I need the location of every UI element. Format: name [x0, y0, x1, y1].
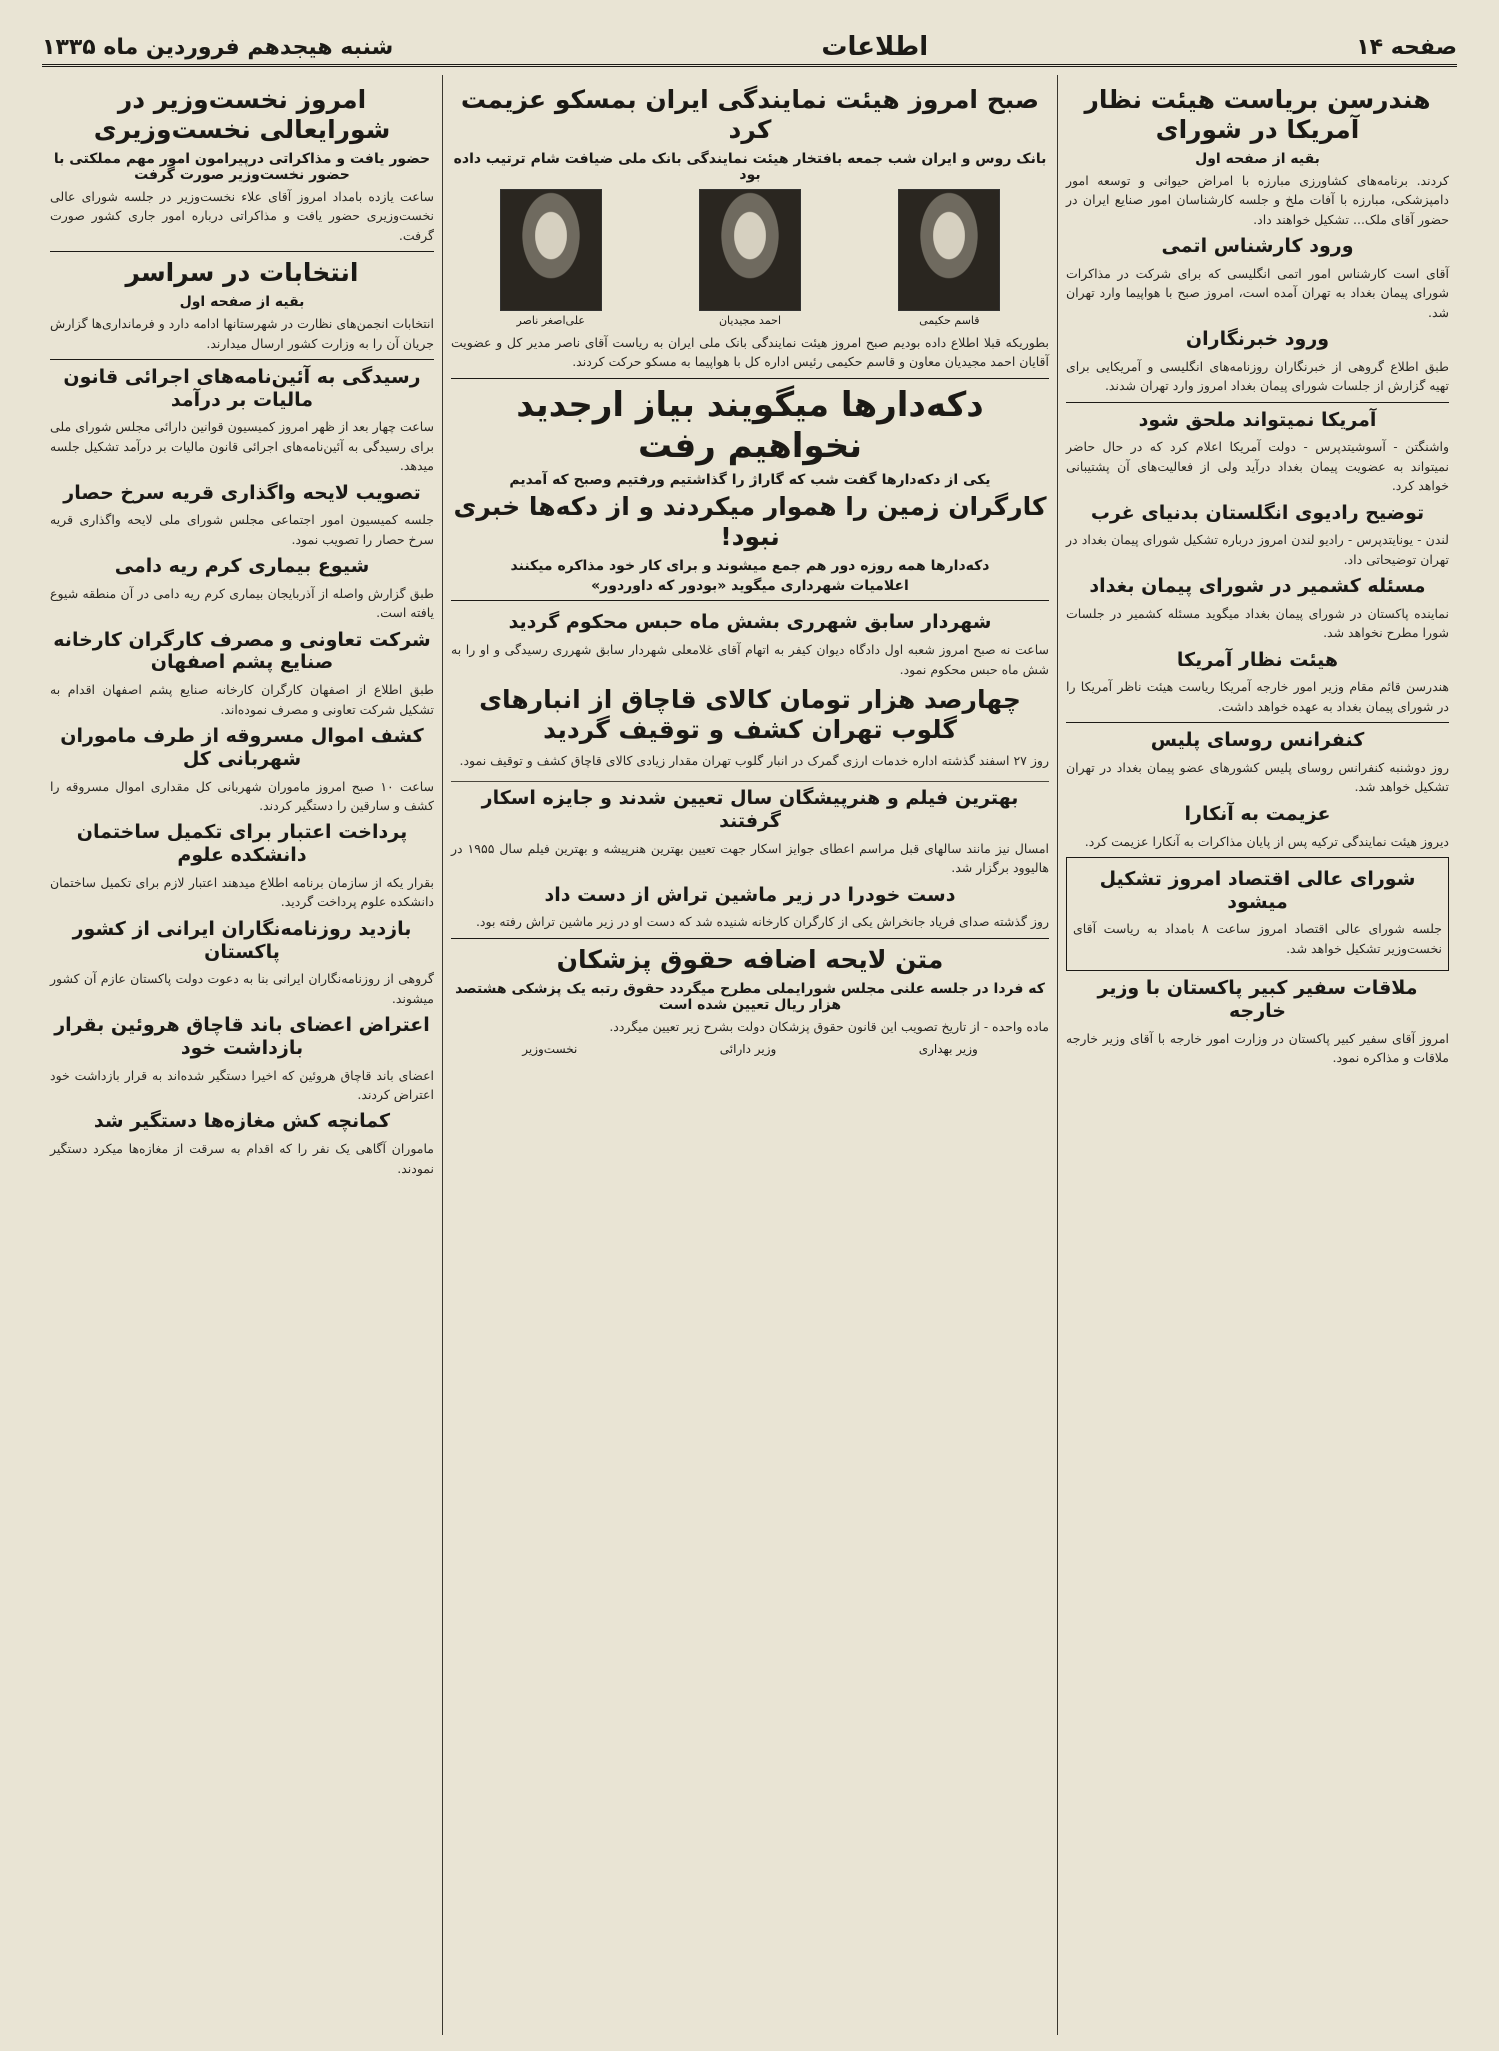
masthead — [42, 30, 1457, 67]
middle-headline: چهارصد هزار تومان کالای قاچاق از انبارهای گلوب تهران کشف و توقیف گردید — [479, 684, 1021, 744]
issue-date: شنبه هیجدهم فروردین ماه ۱۳۳۵ — [42, 34, 394, 60]
right-subhead: ورود خبرنگاران — [1185, 328, 1330, 351]
divider — [50, 359, 434, 360]
left-headline: انتخابات در سراسر — [125, 258, 359, 288]
box-headline: شورای عالی اقتصاد امروز تشکیل میشود — [1099, 867, 1416, 913]
right-column — [1057, 75, 1457, 2035]
middle-article: ماده واحده - از تاریخ تصویب این قانون حقوق پزشکان دولت بشرح زیر تعیین میگردد. — [609, 1018, 1049, 1034]
divider — [50, 251, 434, 252]
right-article: واشنگتن - آسوشیتدپرس - دولت آمریکا اعلام کرد که در حال حاضر نمیتواند به عضویت پیمان بغداد درآید ولی از فعالیت‌های آن پشتیبانی خواهد کرد. — [1066, 439, 1449, 494]
middle-article: بطوریکه قبلا اطلاع داده بودیم صبح امروز هیئت نمایندگی بانک ملی ایران به ریاست آقای ناصر مدیر کل و عضویت آقایان احمد مجیدیان معاون و قاسم حکیمی رئیس اداره کل با هواپیما به مسکو حرکت کردند. — [451, 335, 1049, 370]
middle-subhead: دست خودرا در زیر ماشین تراش از دست داد — [544, 883, 956, 906]
right-subhead: آمریکا نمیتواند ملحق شود — [1138, 408, 1377, 431]
left-subhead: شیوع بیماری کرم ریه دامی — [114, 555, 370, 578]
left-subhead: اعتراض اعضای باند قاچاق هروئین بقرار بازداشت خود — [54, 1014, 430, 1059]
middle-subhead: بانک روس و ایران شب جمعه بافتخار هیئت نمایندگی بانک ملی ضیافت شام ترتیب داده بود — [453, 151, 1047, 183]
portrait-image — [699, 189, 801, 311]
divider — [1066, 722, 1449, 723]
portrait-caption: قاسم حکیمی — [919, 314, 980, 327]
left-article: جلسه کمیسیون امور اجتماعی مجلس شورای ملی لایحه واگذاری قریه سرخ حصار را تصویب نمود. — [50, 512, 434, 547]
economy-box — [1066, 857, 1449, 971]
portrait-caption: احمد مجیدیان — [718, 314, 782, 327]
signatures — [451, 1042, 1049, 1056]
left-article: گروهی از روزنامه‌نگاران ایرانی بنا به دعوت دولت پاکستان عازم آن کشور میشوند. — [50, 971, 434, 1006]
portrait — [894, 189, 1004, 327]
left-article: ساعت یازده بامداد امروز آقای علاء نخست‌وزیر در جلسه شورای عالی نخست‌وزیری حضور یافت و مذاکراتی درباره امور جاری کشور صورت گرفت. — [50, 189, 434, 243]
left-article: اعضای باند قاچاق هروئین که اخیرا دستگیر شده‌اند به قرار بازداشت خود اعتراض کردند. — [50, 1067, 434, 1103]
right-subhead: عزیمت به آنکارا — [1184, 802, 1331, 825]
left-subhead: بقیه از صفحه اول — [179, 294, 305, 311]
left-article: بقرار یکه از سازمان برنامه اطلاع میدهند اعتبار لازم برای تکمیل ساختمان دانشکده علوم پرداخت گردید. — [50, 874, 434, 910]
middle-subhead: اعلامیات شهرداری میگوید «بودور که داوردور» — [591, 578, 909, 595]
paper-name: اطلاعات — [821, 32, 929, 62]
left-article: طبق اطلاع از اصفهان کارگران کارخانه صنایع پشم اصفهان اقدام به تشکیل شرکت تعاونی و مصرف نموده‌اند. — [50, 682, 434, 717]
divider — [451, 378, 1049, 379]
right-article: لندن - یونایتدپرس - رادیو لندن امروز درباره تشکیل شورای پیمان بغداد در تهران توضیحاتی داد. — [1066, 532, 1449, 567]
middle-subhead: که فردا در جلسه علنی مجلس شورایملی مطرح میگردد حقوق رتبه یک پزشکی هشتصد هزار ریال تعیین شده است — [455, 980, 1045, 1013]
columns — [42, 75, 1457, 2035]
signature-health: وزیر بهداری — [918, 1042, 978, 1057]
left-subhead: تصویب لایحه واگذاری قریه سرخ حصار — [63, 481, 421, 504]
right-headline: هندرسن بریاست هیئت نظار آمریکا در شورای — [1084, 85, 1431, 144]
portrait — [695, 189, 805, 327]
left-article: ساعت ۱۰ صبح امروز ماموران شهربانی کل مقداری اموال مسروقه را کشف و سارقین را دستگیر کردند. — [50, 778, 434, 813]
left-article: انتخابات انجمن‌های نظارت در شهرستانها ادامه دارد و فرمانداری‌ها گزارش جریان آن را به وزارت کشور ارسال میدارند. — [50, 316, 434, 351]
left-article: ماموران آگاهی یک نفر را که اقدام به سرقت از مغازه‌ها میکرد دستگیر نمودند. — [50, 1141, 434, 1176]
middle-subhead: دکه‌دارها همه روزه دور هم جمع میشوند و برای کار خود مذاکره میکنند — [510, 558, 990, 575]
right-subhead: مسئله کشمیر در شورای پیمان بغداد — [1089, 575, 1426, 598]
divider — [451, 938, 1049, 939]
right-article: دیروز هیئت نمایندگی ترکیه پس از پایان مذاکرات به آنکارا عزیمت کرد. — [1084, 833, 1449, 849]
middle-column — [442, 75, 1057, 2035]
portrait-image — [500, 189, 602, 311]
signature-finance: وزیر دارائی — [719, 1042, 777, 1057]
divider — [451, 600, 1049, 601]
left-subhead: رسیدگی به آئین‌نامه‌های اجرائی قانون مالیات بر درآمد — [63, 365, 421, 411]
portrait-image — [898, 189, 1000, 311]
middle-subhead: یکی از دکه‌دارها گفت شب که گاراژ را گذاشتیم ورفتیم وصبح که آمدیم — [509, 472, 991, 489]
right-subhead: کنفرانس روسای پلیس — [1150, 729, 1365, 752]
right-article: نماینده پاکستان در شورای پیمان بغداد میگوید مسئله کشمیر در جلسات شورا مطرح نخواهد شد. — [1066, 605, 1449, 641]
right-article: هندرسن قائم مقام وزیر امور خارجه آمریکا ریاست هیئت ناظر آمریکا را در شورای پیمان بغداد به عهده خواهد داشت. — [1066, 679, 1449, 714]
signature-pm: نخست‌وزیر — [522, 1042, 578, 1057]
left-subhead: کمانچه کش مغازه‌ها دستگیر شد — [93, 1110, 391, 1133]
right-article: آقای است کارشناس امور اتمی انگلیسی که برای شرکت در مذاکرات شورای پیمان بغداد به تهران آمده است، امروز صبح با هواپیما وارد تهران شد. — [1066, 265, 1449, 320]
right-subhead: هیئت نظار آمریکا — [1176, 648, 1339, 671]
photo-row — [451, 189, 1049, 327]
middle-headline: دکه‌دارها میگویند بیاز ارجدید نخواهیم رفت — [516, 384, 984, 466]
left-subhead: کشف اموال مسروقه از طرف ماموران شهربانی کل — [60, 725, 424, 770]
right-subhead: توضیح رادیوی انگلستان بدنیای غرب — [1090, 501, 1425, 524]
right-article: کردند. برنامه‌های کشاورزی مبارزه با امراض حیوانی و توسعه امور دامپزشکی، مبارزه با آفات ملخ و جلسه کارشناسان امور صنایع ایران در حضور آقای ملک... تشکیل خواهند داد. — [1066, 173, 1449, 227]
left-headline: امروز نخست‌وزیر در شورایعالی نخست‌وزیری — [93, 85, 391, 144]
middle-twocol — [451, 607, 1049, 776]
right-article: امروز آقای سفیر کبیر پاکستان در وزارت امور خارجه با آقای وزیر خارجه ملاقات و مذاکره نمود. — [1066, 1030, 1449, 1066]
left-article: ساعت چهار بعد از ظهر امروز کمیسیون قوانین دارائی مجلس شورای ملی برای رسیدگی به آئین‌نامه‌های اجرائی قانون مالیات بر درآمد تشکیل جلسه میدهد. — [50, 419, 434, 474]
middle-article: روز گذشته صدای فریاد جانخراش یکی از کارگران کارخانه شنیده شد که دست او در زیر ماشین تراش رفته بود. — [475, 914, 1049, 930]
divider — [1066, 402, 1449, 403]
middle-subhead: بهترین فیلم و هنرپیشگان سال تعیین شدند و جایزه اسکار گرفتند — [481, 787, 1019, 833]
portrait-caption: علی‌اصغر ناصر — [516, 314, 585, 327]
middle-subhead: شهردار سابق شهرری بشش ماه حبس محکوم گردید — [508, 611, 992, 634]
page-number: صفحه ۱۴ — [1356, 34, 1457, 60]
middle-article: روز ۲۷ اسفند گذشته اداره خدمات ارزی گمرک در انبار گلوب تهران مقدار زیادی کالای قاچاق کشف و توقیف نمود. — [459, 752, 1049, 768]
right-subhead: ملاقات سفیر کبیر پاکستان با وزیر خارجه — [1097, 977, 1418, 1023]
left-column — [42, 75, 442, 2035]
right-article: طبق اطلاع گروهی از خبرنگاران روزنامه‌های انگلیسی و آمریکایی برای تهیه گزارش از جلسات شورای پیمان بغداد امروز وارد تهران شدند. — [1066, 358, 1449, 394]
portrait — [496, 189, 606, 327]
left-subhead: حضور یافت و مذاکراتی درپیرامون امور مهم مملکتی با حضور نخست‌وزیر صورت گرفت — [53, 151, 431, 183]
middle-headline: کارگران زمین را هموار میکردند و از دکه‌ها خبری نبود! — [453, 492, 1047, 552]
middle-article: ساعت نه صبح امروز شعبه اول دادگاه دیوان کیفر به اتهام آقای غلامعلی شهردار سابق شهرری رسیدگی و او را به شش ماه حبس محکوم نمود. — [451, 642, 1049, 677]
right-article: روز دوشنبه کنفرانس روسای پلیس کشورهای عضو پیمان بغداد در تهران تشکیل خواهد شد. — [1066, 759, 1449, 795]
right-subhead: ورود کارشناس اتمی — [1161, 235, 1354, 258]
divider — [451, 781, 1049, 782]
left-article: طبق گزارش واصله از آذربایجان بیماری کرم ریه دامی در آن منطقه شیوع یافته است. — [50, 585, 434, 621]
middle-article: امسال نیز مانند سالهای قبل مراسم اعطای جوایز اسکار جهت تعیین بهترین هنرپیشه و بهترین فیلم سال ۱۹۵۵ در هالیوود برگزار شد. — [451, 840, 1050, 876]
box-article: جلسه شورای عالی اقتصاد امروز ساعت ۸ بامداد به ریاست آقای نخست‌وزیر تشکیل خواهد شد. — [1073, 921, 1442, 956]
middle-headline: متن لایحه اضافه حقوق پزشکان — [556, 944, 944, 974]
right-headline-note: بقیه از صفحه اول — [1195, 151, 1320, 167]
left-subhead: شرکت تعاونی و مصرف کارگران کارخانه صنایع پشم اصفهان — [53, 628, 431, 674]
middle-headline: صبح امروز هیئت نمایندگی ایران بمسکو عزیمت کرد — [460, 85, 1040, 144]
left-subhead: بازدید روزنامه‌نگاران ایرانی از کشور پاکستان — [72, 917, 412, 963]
middle-subcol — [451, 607, 1049, 776]
left-subhead: پرداخت اعتبار برای تکمیل ساختمان دانشکده علوم — [76, 821, 408, 867]
